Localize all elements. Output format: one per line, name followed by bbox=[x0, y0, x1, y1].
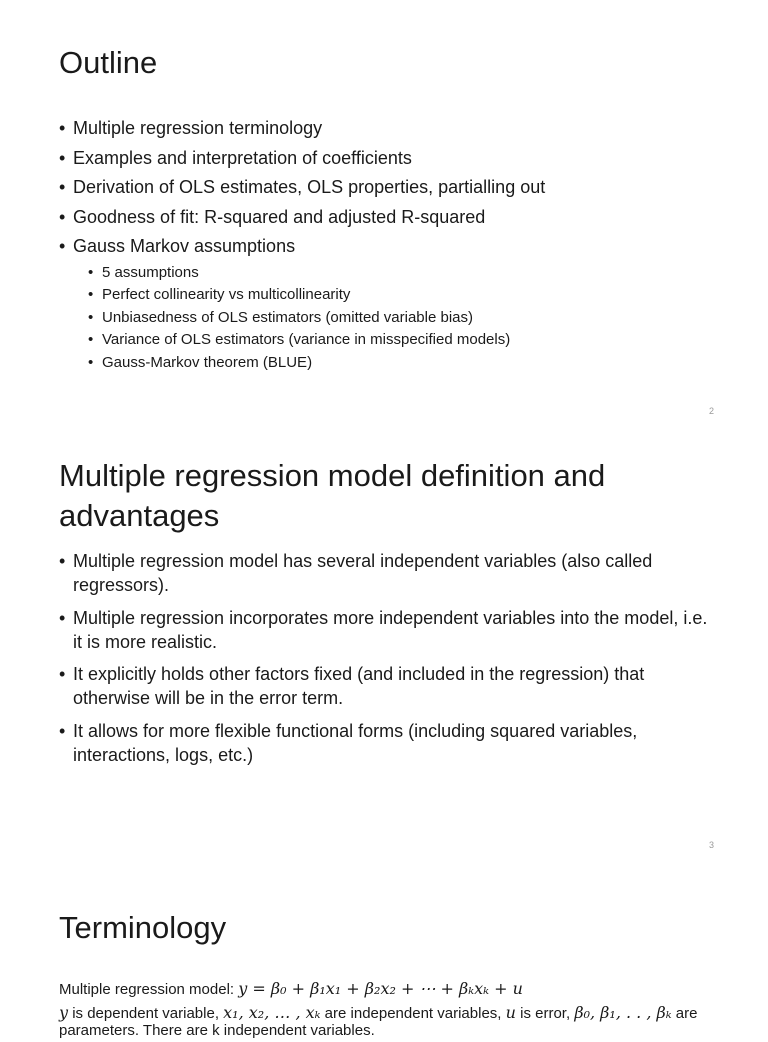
bullet-item-with-sublist bbox=[59, 232, 739, 374]
model-equation: y = β₀ + β₁x₁ + β₂x₂ + ⋯ + βₖxₖ + u bbox=[238, 979, 523, 998]
bullet-item: • Multiple regression model has several independent variables (also called regressors). bbox=[59, 549, 719, 597]
bullet-list bbox=[59, 114, 739, 374]
bullet-item: • Multiple regression terminology bbox=[59, 114, 739, 144]
text-fragment: is error, bbox=[515, 1005, 575, 1022]
dependent-variable: y bbox=[59, 1003, 69, 1022]
sub-bullet-item: • 5 assumptions bbox=[88, 262, 739, 285]
bullet-item: • Goodness of fit: R-squared and adjusted R-squared bbox=[59, 203, 739, 233]
model-label: Multiple regression model: bbox=[59, 981, 239, 998]
bullet-item: • Derivation of OLS estimates, OLS properties, partialling out bbox=[59, 173, 739, 203]
bullet-item: • Multiple regression incorporates more independent variables into the model, i.e. it is more realistic. bbox=[59, 606, 719, 654]
text-fragment: are independent variables, bbox=[320, 1005, 506, 1022]
model-line bbox=[59, 978, 523, 1001]
slide-title: Terminology bbox=[59, 910, 227, 945]
sub-bullet-item: • Gauss-Markov theorem (BLUE) bbox=[88, 352, 739, 375]
bullet-item: • It explicitly holds other factors fixed (and included in the regression) that otherwise will be in the error term. bbox=[59, 662, 719, 710]
slide-title: Multiple regression model definition and advantages bbox=[59, 458, 606, 533]
error-variable: u bbox=[505, 1003, 516, 1022]
text-fragment: is dependent variable, bbox=[68, 1005, 224, 1022]
text-fragment: are bbox=[671, 1005, 698, 1022]
slide-outline bbox=[0, 0, 768, 432]
slide-definition bbox=[0, 432, 768, 864]
bullet-item-label: Gauss Markov assumptions bbox=[73, 236, 296, 256]
slide-terminology bbox=[0, 864, 768, 1039]
sub-bullet-item: • Variance of OLS estimators (variance in misspecified models) bbox=[88, 329, 739, 352]
bullet-item: • It allows for more flexible functional forms (including squared variables, interactions, logs, etc.) bbox=[59, 719, 719, 767]
bullet-item: • Examples and interpretation of coefficients bbox=[59, 144, 739, 174]
slide-title: Outline bbox=[59, 45, 158, 80]
page-number: 2 bbox=[708, 406, 714, 416]
page-number: 3 bbox=[708, 840, 714, 850]
sub-bullet-list bbox=[88, 262, 739, 375]
parameters: β₀, β₁, . . , βₖ bbox=[574, 1003, 672, 1022]
parameters-line: parameters. There are k independent variables. bbox=[59, 1022, 375, 1039]
bullet-list bbox=[59, 549, 719, 775]
independent-variables: x₁, x₂, … , xₖ bbox=[223, 1003, 321, 1022]
sub-bullet-item: • Perfect collinearity vs multicollinearity bbox=[88, 284, 739, 307]
sub-bullet-item: • Unbiasedness of OLS estimators (omitted variable bias) bbox=[88, 307, 739, 330]
